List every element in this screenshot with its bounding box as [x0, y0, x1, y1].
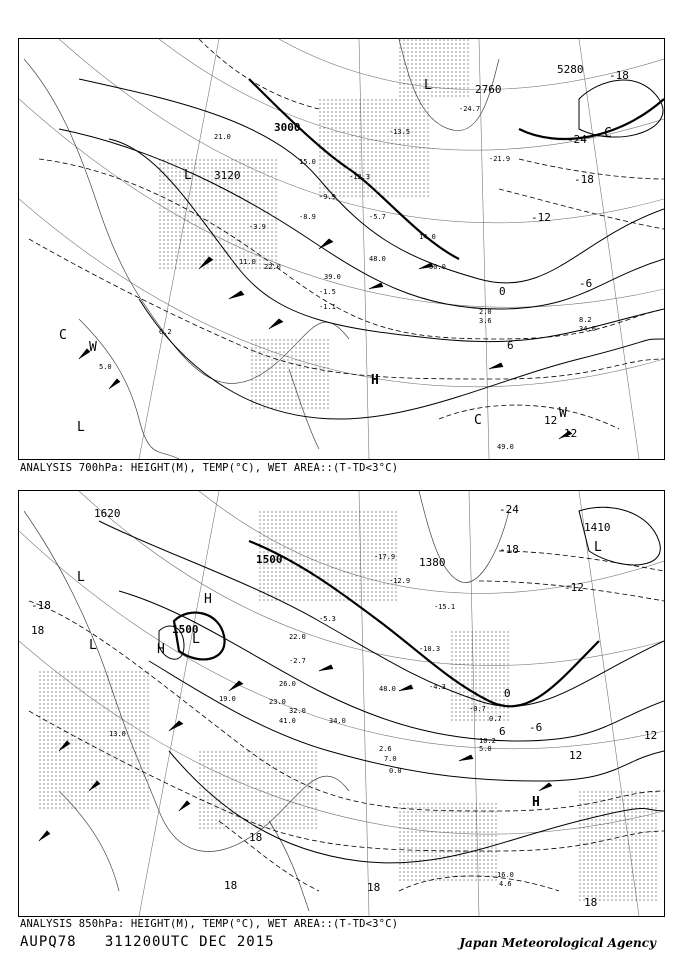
isotherm-label: 12 — [564, 427, 578, 440]
warm-center-marker: W — [89, 340, 97, 355]
map-700hpa-canvas — [19, 39, 664, 459]
station-value: 0.7 — [489, 715, 502, 723]
station-value: 13.0 — [109, 730, 126, 738]
station-value: -1.5 — [319, 288, 336, 296]
height-label: 5280 — [557, 63, 584, 76]
station-value: 19.0 — [219, 695, 236, 703]
isotherm-label: 12 — [644, 729, 658, 742]
isotherm-label: -18 — [574, 173, 594, 186]
isotherm-label: -24 — [499, 503, 519, 516]
high-center-marker: H — [532, 795, 540, 810]
station-value: 49.0 — [497, 443, 514, 451]
low-center-marker: L — [89, 638, 97, 653]
low-center-marker: L — [594, 540, 602, 555]
station-value: -5.3 — [319, 615, 336, 623]
station-value: 23.0 — [269, 698, 286, 706]
map-panel-700hpa — [18, 38, 665, 460]
station-value: 15.0 — [299, 158, 316, 166]
isotherm-label: -6 — [529, 721, 543, 734]
isotherm-label: 6 — [499, 725, 506, 738]
cold-center-marker: C — [59, 328, 67, 343]
station-value: 26.0 — [279, 680, 296, 688]
isotherm-label: -18 — [609, 69, 629, 82]
station-value: -17.9 — [374, 553, 396, 561]
isotherm-label: 18 — [31, 624, 45, 637]
station-value: -12.9 — [389, 577, 411, 585]
station-value: 41.0 — [279, 717, 296, 725]
low-center-marker: L — [184, 168, 192, 183]
station-value: -2.7 — [289, 657, 306, 665]
isotherm-label: 6 — [507, 339, 514, 352]
station-value: 8.2 — [579, 316, 592, 324]
station-value: 14.0 — [419, 233, 436, 241]
cold-center-marker: C — [604, 126, 612, 141]
station-value: 30.0 — [429, 263, 446, 271]
station-value: -8.9 — [299, 213, 316, 221]
station-value: 4.6 — [499, 880, 512, 888]
station-value: 2.0 — [479, 308, 492, 316]
station-value: 22.0 — [289, 633, 306, 641]
station-value: -12.3 — [349, 173, 371, 181]
station-value: 39.0 — [324, 273, 341, 281]
isotherm-label: 18 — [584, 896, 598, 909]
high-center-marker: H — [157, 642, 165, 657]
station-value: 11.0 — [239, 258, 256, 266]
station-value: 10.2 — [479, 737, 496, 745]
station-value: 34.0 — [579, 325, 596, 333]
chart-datetime: 311200UTC DEC 2015 — [104, 934, 275, 950]
station-value: -4.3 — [429, 683, 446, 691]
isotherms — [29, 39, 664, 429]
isotherm-label: 12 — [569, 749, 583, 762]
height-label: 1500 — [172, 623, 199, 636]
station-value: 48.0 — [379, 685, 396, 693]
isotherm-label: -12 — [564, 581, 584, 594]
station-value: 16.0 — [497, 871, 514, 879]
high-center-marker: H — [204, 592, 212, 607]
height-label: 3120 — [214, 169, 241, 182]
map-panel-850hpa — [18, 490, 665, 917]
low-center-marker: L — [192, 632, 200, 647]
height-label: 1380 — [419, 556, 446, 569]
isotherm-label: -18 — [499, 543, 519, 556]
isotherm-label: 0 — [499, 285, 506, 298]
station-value: -5.7 — [369, 213, 386, 221]
map-850hpa-canvas — [19, 491, 664, 916]
chart-identifier — [20, 934, 275, 950]
agency-name: Japan Meteorological Agency — [459, 936, 656, 950]
station-value: -1.1 — [319, 303, 336, 311]
station-value: -15.1 — [434, 603, 456, 611]
height-label: 1620 — [94, 507, 121, 520]
height-label: 2760 — [475, 83, 502, 96]
bold-height-contour — [249, 79, 664, 259]
isotherm-label: -12 — [531, 211, 551, 224]
station-value: 21.0 — [214, 133, 231, 141]
station-value: 34.0 — [329, 717, 346, 725]
station-value: 6.2 — [159, 328, 172, 336]
isotherm-label: -24 — [567, 133, 587, 146]
warm-center-marker: W — [559, 406, 567, 421]
station-value: -3.9 — [249, 223, 266, 231]
isotherm-label: 18 — [249, 831, 263, 844]
station-value: -9.9 — [319, 193, 336, 201]
isotherm-label: -18 — [31, 599, 51, 612]
station-value: 5.0 — [99, 363, 112, 371]
isotherm-label: 12 — [544, 414, 558, 427]
isotherm-label: -6 — [579, 277, 593, 290]
height-label: 1500 — [256, 553, 283, 566]
station-value: -10.3 — [419, 645, 441, 653]
wet-area-stipple — [39, 511, 659, 901]
height-label: 3000 — [274, 121, 301, 134]
station-value: 2.6 — [379, 745, 392, 753]
station-value: 7.0 — [384, 755, 397, 763]
isotherm-label: 0 — [504, 687, 511, 700]
station-value: -24.7 — [459, 105, 481, 113]
station-value: 32.0 — [289, 707, 306, 715]
isotherm-label: 18 — [224, 879, 238, 892]
panel-caption-700hpa: ANALYSIS 700hPa: HEIGHT(M), TEMP(°C), WET AREA::(T-TD<3°C) — [20, 462, 399, 474]
station-value: -13.5 — [389, 128, 411, 136]
chart-code: AUPQ78 — [20, 934, 77, 950]
station-value: -21.9 — [489, 155, 511, 163]
isotherm-label: 18 — [367, 881, 381, 894]
station-value: 22.0 — [264, 263, 281, 271]
station-value: 0.0 — [389, 767, 402, 775]
low-center-marker: L — [424, 78, 432, 93]
station-value: 48.0 — [369, 255, 386, 263]
low-center-marker: L — [77, 420, 85, 435]
station-value: 5.0 — [479, 745, 492, 753]
height-label: 1410 — [584, 521, 611, 534]
high-center-marker: H — [371, 373, 379, 388]
low-center-marker: L — [77, 570, 85, 585]
isotherm-labels — [499, 69, 629, 440]
cold-center-marker: C — [474, 413, 482, 428]
station-value: -0.7 — [469, 705, 486, 713]
station-value: 3.6 — [479, 317, 492, 325]
panel-caption-850hpa: ANALYSIS 850hPa: HEIGHT(M), TEMP(°C), WET AREA::(T-TD<3°C) — [20, 918, 399, 930]
